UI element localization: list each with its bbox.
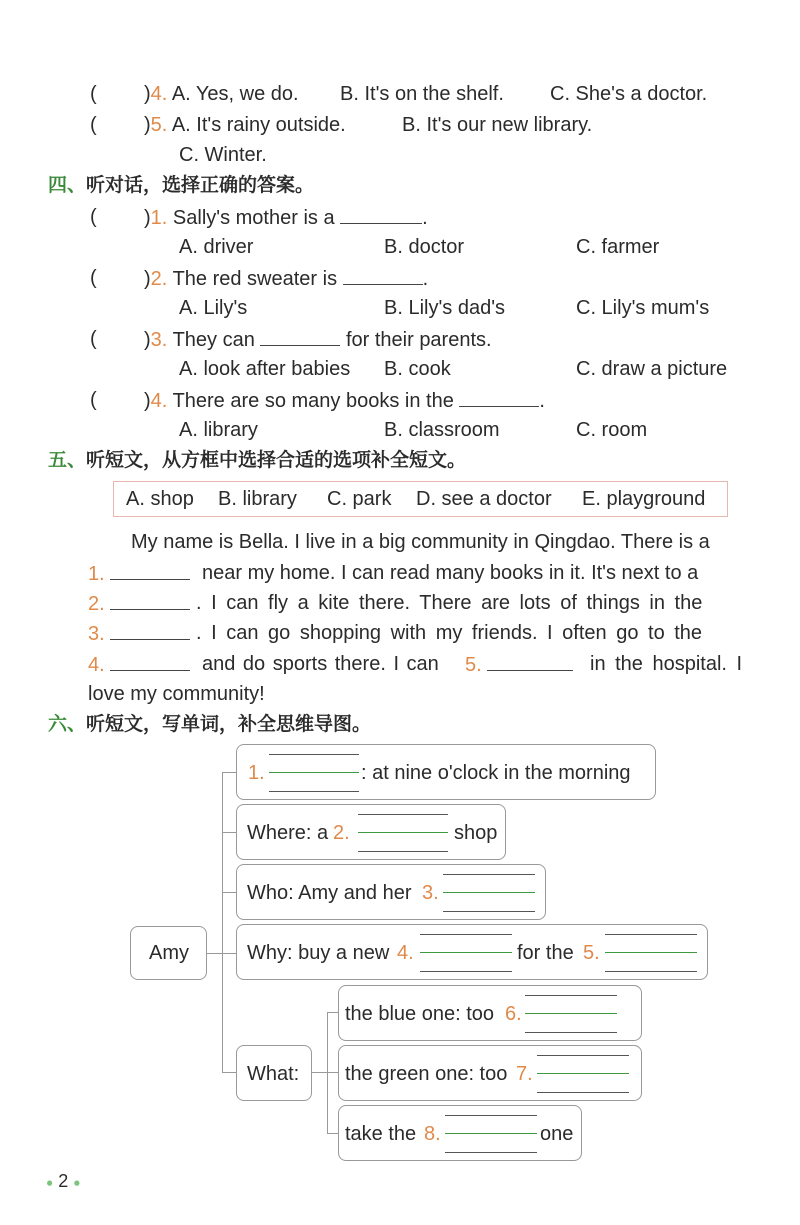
answer-blank-8[interactable] [445, 1115, 537, 1153]
answer-blank-5[interactable] [487, 652, 573, 671]
option-a: A. Yes, we do. [171, 83, 299, 105]
mindmap-what-box: What: [236, 1045, 312, 1101]
option-b: B. It's on the shelf. [340, 83, 504, 105]
p4-q1: )1. Sally's mother is a . [144, 207, 428, 229]
answer-blank-5[interactable] [605, 934, 697, 972]
answer-blank[interactable] [343, 266, 423, 285]
mindmap-when-box: 1. : at nine o'clock in the morning [236, 744, 656, 800]
mindmap-root: Amy [130, 926, 207, 980]
connector [222, 892, 236, 893]
answer-paren-open[interactable]: ( [90, 328, 97, 350]
option-a: A. look after babies [179, 358, 351, 380]
option-b: B. It's our new library. [402, 114, 593, 136]
option-a: A. Lily's [179, 297, 248, 319]
option-a: A. driver [179, 236, 254, 258]
section-4-heading: 四、听对话，选择正确的答案。 [48, 175, 315, 196]
mindmap-why-box: Why: buy a new 4. for the 5. [236, 924, 708, 980]
option-c: C. draw a picture [576, 358, 728, 380]
p4-q3: )3. They can for their parents. [144, 329, 492, 351]
answer-blank-7[interactable] [537, 1055, 629, 1093]
connector [222, 772, 236, 773]
dot-icon: ● [46, 1175, 54, 1190]
page-number: ● 2 ● [46, 1171, 81, 1191]
connector [222, 772, 223, 1072]
connector [207, 953, 222, 954]
option-b: B. cook [384, 358, 451, 380]
passage-line: love my community! [88, 683, 265, 705]
answer-paren-open[interactable]: ( [90, 389, 97, 411]
connector [327, 1012, 338, 1013]
mindmap-take-box: take the 8. one [338, 1105, 582, 1161]
answer-blank-4[interactable] [420, 934, 512, 972]
answer-blank-2[interactable] [110, 591, 190, 610]
answer-blank-1[interactable] [110, 561, 190, 580]
answer-blank-3[interactable] [443, 874, 535, 912]
option-b: B. classroom [384, 419, 500, 441]
option-c: C. Winter. [179, 144, 267, 166]
p3-q4: )4. A. Yes, we do. [144, 83, 299, 105]
answer-blank[interactable] [260, 327, 340, 346]
answer-blank-3[interactable] [110, 621, 190, 640]
connector [312, 1072, 327, 1073]
option-b: B. Lily's dad's [384, 297, 506, 319]
option-a: A. library [179, 419, 258, 441]
section-6-heading: 六、听短文，写单词，补全思维导图。 [48, 714, 372, 735]
mindmap-who-box: Who: Amy and her 3. [236, 864, 546, 920]
word-bank-option: C. park [327, 488, 392, 510]
answer-blank-2[interactable] [358, 814, 448, 852]
answer-paren-open[interactable]: ( [90, 206, 97, 228]
question-number: 4. [150, 83, 168, 105]
connector [327, 1012, 328, 1134]
question-number: 5. [150, 114, 168, 136]
connector [327, 1072, 338, 1073]
p3-q4-row [90, 82, 97, 106]
connector [222, 1072, 236, 1073]
answer-blank[interactable] [459, 388, 539, 407]
p3-q5: )5. A. It's rainy outside. [144, 114, 346, 136]
dot-icon: ● [73, 1175, 81, 1190]
word-bank-option: B. library [218, 488, 297, 510]
word-bank-option: D. see a doctor [416, 488, 552, 510]
answer-paren-open[interactable]: ( [90, 267, 97, 289]
answer-blank[interactable] [340, 205, 422, 224]
answer-blank-4[interactable] [110, 652, 190, 671]
option-c: C. Lily's mum's [576, 297, 710, 319]
answer-blank-1[interactable] [269, 754, 359, 792]
option-c: C. farmer [576, 236, 660, 258]
answer-blank-6[interactable] [525, 995, 617, 1033]
passage-line: My name is Bella. I live in a big community in Qingdao. There is a [131, 531, 710, 553]
p4-q2: )2. The red sweater is . [144, 268, 429, 290]
mindmap-where-box: Where: a 2. shop [236, 804, 506, 860]
connector [222, 953, 236, 954]
word-bank-option: A. shop [126, 488, 194, 510]
word-bank-option: E. playground [582, 488, 706, 510]
option-c: C. room [576, 419, 648, 441]
mindmap-green-box: the green one: too 7. [338, 1045, 642, 1101]
answer-paren-open[interactable]: ( [90, 83, 97, 105]
option-b: B. doctor [384, 236, 465, 258]
word-bank-box [113, 481, 728, 517]
connector [222, 832, 236, 833]
answer-paren-open[interactable]: ( [90, 114, 97, 136]
passage-line: 3. [88, 621, 190, 646]
connector [327, 1133, 338, 1134]
mindmap-blue-box: the blue one: too 6. [338, 985, 642, 1041]
passage-line: 2. [88, 591, 190, 616]
passage-line: 1. [88, 561, 190, 586]
p4-q4: )4. There are so many books in the . [144, 390, 545, 412]
passage-line: 4. [88, 652, 190, 677]
section-5-heading: 五、听短文，从方框中选择合适的选项补全短文。 [48, 450, 467, 471]
passage-blank-5: 5. [465, 652, 573, 677]
option-c: C. She's a doctor. [550, 83, 708, 105]
option-a: A. It's rainy outside. [171, 114, 346, 136]
